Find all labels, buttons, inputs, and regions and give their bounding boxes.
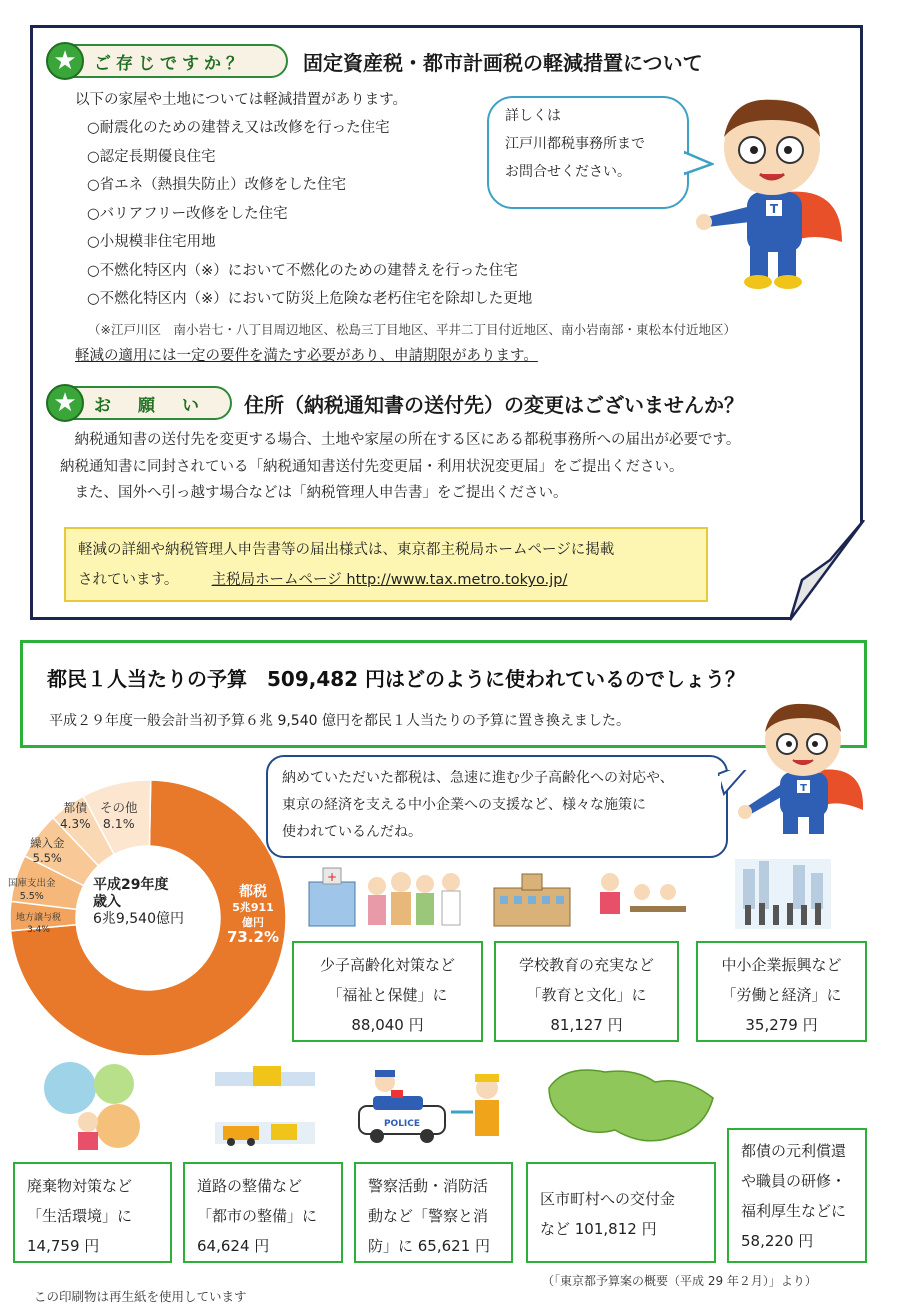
svg-text:T: T: [800, 783, 807, 794]
bubble-line: 詳しくは: [505, 108, 561, 124]
paragraph-line: また、国外へ引っ越す場合などは「納税管理人申告書」をご提出ください。: [60, 485, 568, 501]
info-line: [78, 565, 694, 595]
contact-speech-bubble: [487, 96, 689, 209]
box-line: 道路の整備など: [197, 1177, 303, 1195]
bubble-line: 江戸川都税事務所まで: [505, 136, 645, 152]
box-line: 区市町村への交付金: [540, 1190, 676, 1208]
reduction-list: [87, 114, 532, 314]
slice-name: 都債: [63, 801, 88, 815]
box-amount: 35,279 円: [745, 1016, 818, 1034]
slice-value: 3.4%: [27, 925, 50, 935]
list-item: ○不燃化特区内（※）において防災上危険な老朽住宅を除却した更地: [87, 291, 533, 307]
info-prefix: されています。: [78, 572, 179, 588]
center-line: 6兆9,540億円: [93, 911, 184, 927]
slice-value: 4.3%: [60, 817, 91, 831]
box-line: 都債の元利償還: [741, 1142, 847, 1160]
spending-box-municipal-grants: [526, 1162, 716, 1263]
budget-title: 都民１人当たりの予算 509,482 円はどのように使われているのでしょう？: [47, 667, 746, 691]
mascot-character-icon: [735, 700, 870, 840]
spending-box-police-fire: [354, 1162, 513, 1263]
star-icon: ★: [46, 42, 84, 80]
slice-label-national-subsidy: [8, 877, 56, 903]
box-amount: 14,759 円: [27, 1237, 100, 1255]
box-amount: 防」に 65,621 円: [368, 1237, 491, 1255]
spending-box-education: [494, 941, 679, 1042]
box-amount: 58,220 円: [741, 1232, 814, 1250]
tokyo-map-icon: [545, 1058, 720, 1153]
welfare-people-icon: [305, 860, 475, 932]
slice-detail: 5兆911: [232, 901, 274, 914]
box-line: 動など「警察と消: [368, 1207, 489, 1225]
slice-label-other: [100, 800, 138, 832]
list-item: ○小規模非住宅用地: [87, 234, 216, 250]
box-line: 「生活環境」に: [27, 1207, 133, 1225]
paragraph-line: 納税通知書の送付先を変更する場合、土地や家屋の所在する区にある都税事務所への届出が必要です。: [60, 432, 741, 448]
tax-bureau-homepage-link[interactable]: 主税局ホームページ http://www.tax.metro.tokyo.jp/: [211, 572, 568, 588]
box-amount: 88,040 円: [351, 1016, 424, 1034]
box-line: 警察活動・消防活: [368, 1177, 489, 1195]
business-workers-icon: [733, 855, 833, 930]
slice-name: 都税: [239, 884, 267, 900]
box-line: や職員の研修・: [741, 1172, 847, 1190]
heading-address-change: 住所（納税通知書の送付先）の変更はございませんか？: [244, 393, 744, 417]
homepage-info-box: [64, 527, 708, 602]
bubble-line: 使われているんだね。: [282, 824, 422, 840]
svg-text:T: T: [769, 202, 779, 216]
box-amount: など 101,812 円: [540, 1220, 657, 1238]
slice-label-transfers: [30, 836, 65, 866]
page-curl-corner: [790, 520, 866, 622]
spending-box-environment: [13, 1162, 172, 1263]
budget-subtitle: 平成２９年度一般会計当初予算６兆 9,540 億円を都民１人当たりの予算に置き換えました。: [49, 713, 630, 729]
spending-box-urban: [183, 1162, 343, 1263]
slice-value: 73.2%: [226, 928, 280, 946]
donut-center-label: [93, 877, 184, 928]
paragraph-line: 納税通知書に同封されている「納税通知書送付先変更届・利用状況変更届」をご提出ください。: [60, 458, 684, 475]
slice-name: その他: [100, 800, 138, 815]
info-line: 軽減の詳細や納税管理人申告書等の届出様式は、東京都主税局ホームページに掲載: [78, 542, 615, 558]
recycled-paper-note: この印刷物は再生紙を使用しています: [34, 1289, 247, 1304]
intro-text: 以下の家屋や土地については軽減措置があります。: [75, 92, 408, 108]
slice-value: 5.5%: [32, 851, 62, 865]
environment-icon: [30, 1050, 150, 1155]
police-fire-icon: [355, 1066, 515, 1146]
special-zone-footnote: （※江戸川区 南小岩七・八丁目周辺地区、松島三丁目地区、平井二丁目付近地区、南小岩南部・東松本付近地区）: [88, 322, 736, 337]
request-badge: [48, 386, 232, 420]
slice-value: 5.5%: [19, 891, 44, 902]
box-line: 福利厚生などに: [741, 1202, 847, 1220]
list-item: ○認定長期優良住宅: [87, 148, 216, 165]
box-line: 「教育と文化」に: [526, 986, 647, 1004]
mascot-character-icon: [692, 92, 852, 292]
slice-name: 地方譲与税: [16, 913, 62, 923]
star-icon: ★: [46, 384, 84, 422]
box-line: 「労働と経済」に: [721, 986, 842, 1004]
bubble-line: 納めていただいた都税は、急速に進む少子高齢化への対応や、: [282, 770, 674, 786]
slice-detail: 億円: [242, 916, 264, 929]
bubble-line: 東京の経済を支える中小企業への支援など、様々な施策に: [282, 797, 646, 813]
list-item: ○省エネ（熱損失防止）改修をした住宅: [87, 177, 347, 193]
spending-box-economy: [696, 941, 867, 1042]
box-amount: 81,127 円: [550, 1016, 623, 1034]
box-line: 「福祉と保健」に: [327, 986, 448, 1004]
slice-value: 8.1%: [102, 816, 135, 831]
source-credit: （「東京都予算案の概要（平成 29 年２月）」より）: [542, 1274, 817, 1288]
heading-tax-reduction: 固定資産税・都市計画税の軽減措置について: [303, 51, 703, 75]
box-line: 学校教育の充実など: [518, 956, 654, 974]
slice-label-local-transfer-tax: [16, 912, 61, 936]
list-item: ○バリアフリー改修をした住宅: [87, 205, 288, 222]
box-line: 「都市の整備」に: [197, 1207, 318, 1225]
badge-label: お 願 い: [94, 395, 204, 416]
conditions-note: 軽減の適用には一定の要件を満たす必要があり、申請期限があります。: [75, 348, 538, 364]
badge-label: ご存じですか？: [94, 53, 248, 74]
slice-name: 繰入金: [30, 836, 65, 850]
center-line: 歳入: [93, 894, 121, 910]
box-line: 廃棄物対策など: [27, 1177, 133, 1195]
school-education-icon: [492, 862, 692, 932]
address-change-paragraph: [60, 427, 740, 507]
slice-label-tax: [226, 885, 280, 945]
police-car-label: POLICE: [383, 1119, 421, 1129]
box-line: 少子高齢化対策など: [319, 956, 455, 974]
center-line: 平成29年度: [93, 877, 169, 893]
bubble-line: お問合せください。: [505, 164, 631, 180]
box-amount: 64,624 円: [197, 1237, 270, 1255]
svg-text:+: +: [326, 870, 338, 884]
road-construction-icon: [213, 1062, 323, 1147]
spending-box-debt-service: [727, 1128, 867, 1263]
did-you-know-badge: [48, 44, 288, 78]
box-line: 中小企業振興など: [721, 956, 842, 974]
list-item: ○耐震化のための建替え又は改修を行った住宅: [87, 120, 390, 136]
slice-name: 国庫支出金: [8, 878, 56, 889]
mascot-speech-bubble: [266, 755, 728, 858]
slice-label-bonds: [60, 800, 91, 832]
spending-box-welfare: [292, 941, 483, 1042]
list-item: ○不燃化特区内（※）において不燃化のための建替えを行った住宅: [87, 262, 518, 279]
